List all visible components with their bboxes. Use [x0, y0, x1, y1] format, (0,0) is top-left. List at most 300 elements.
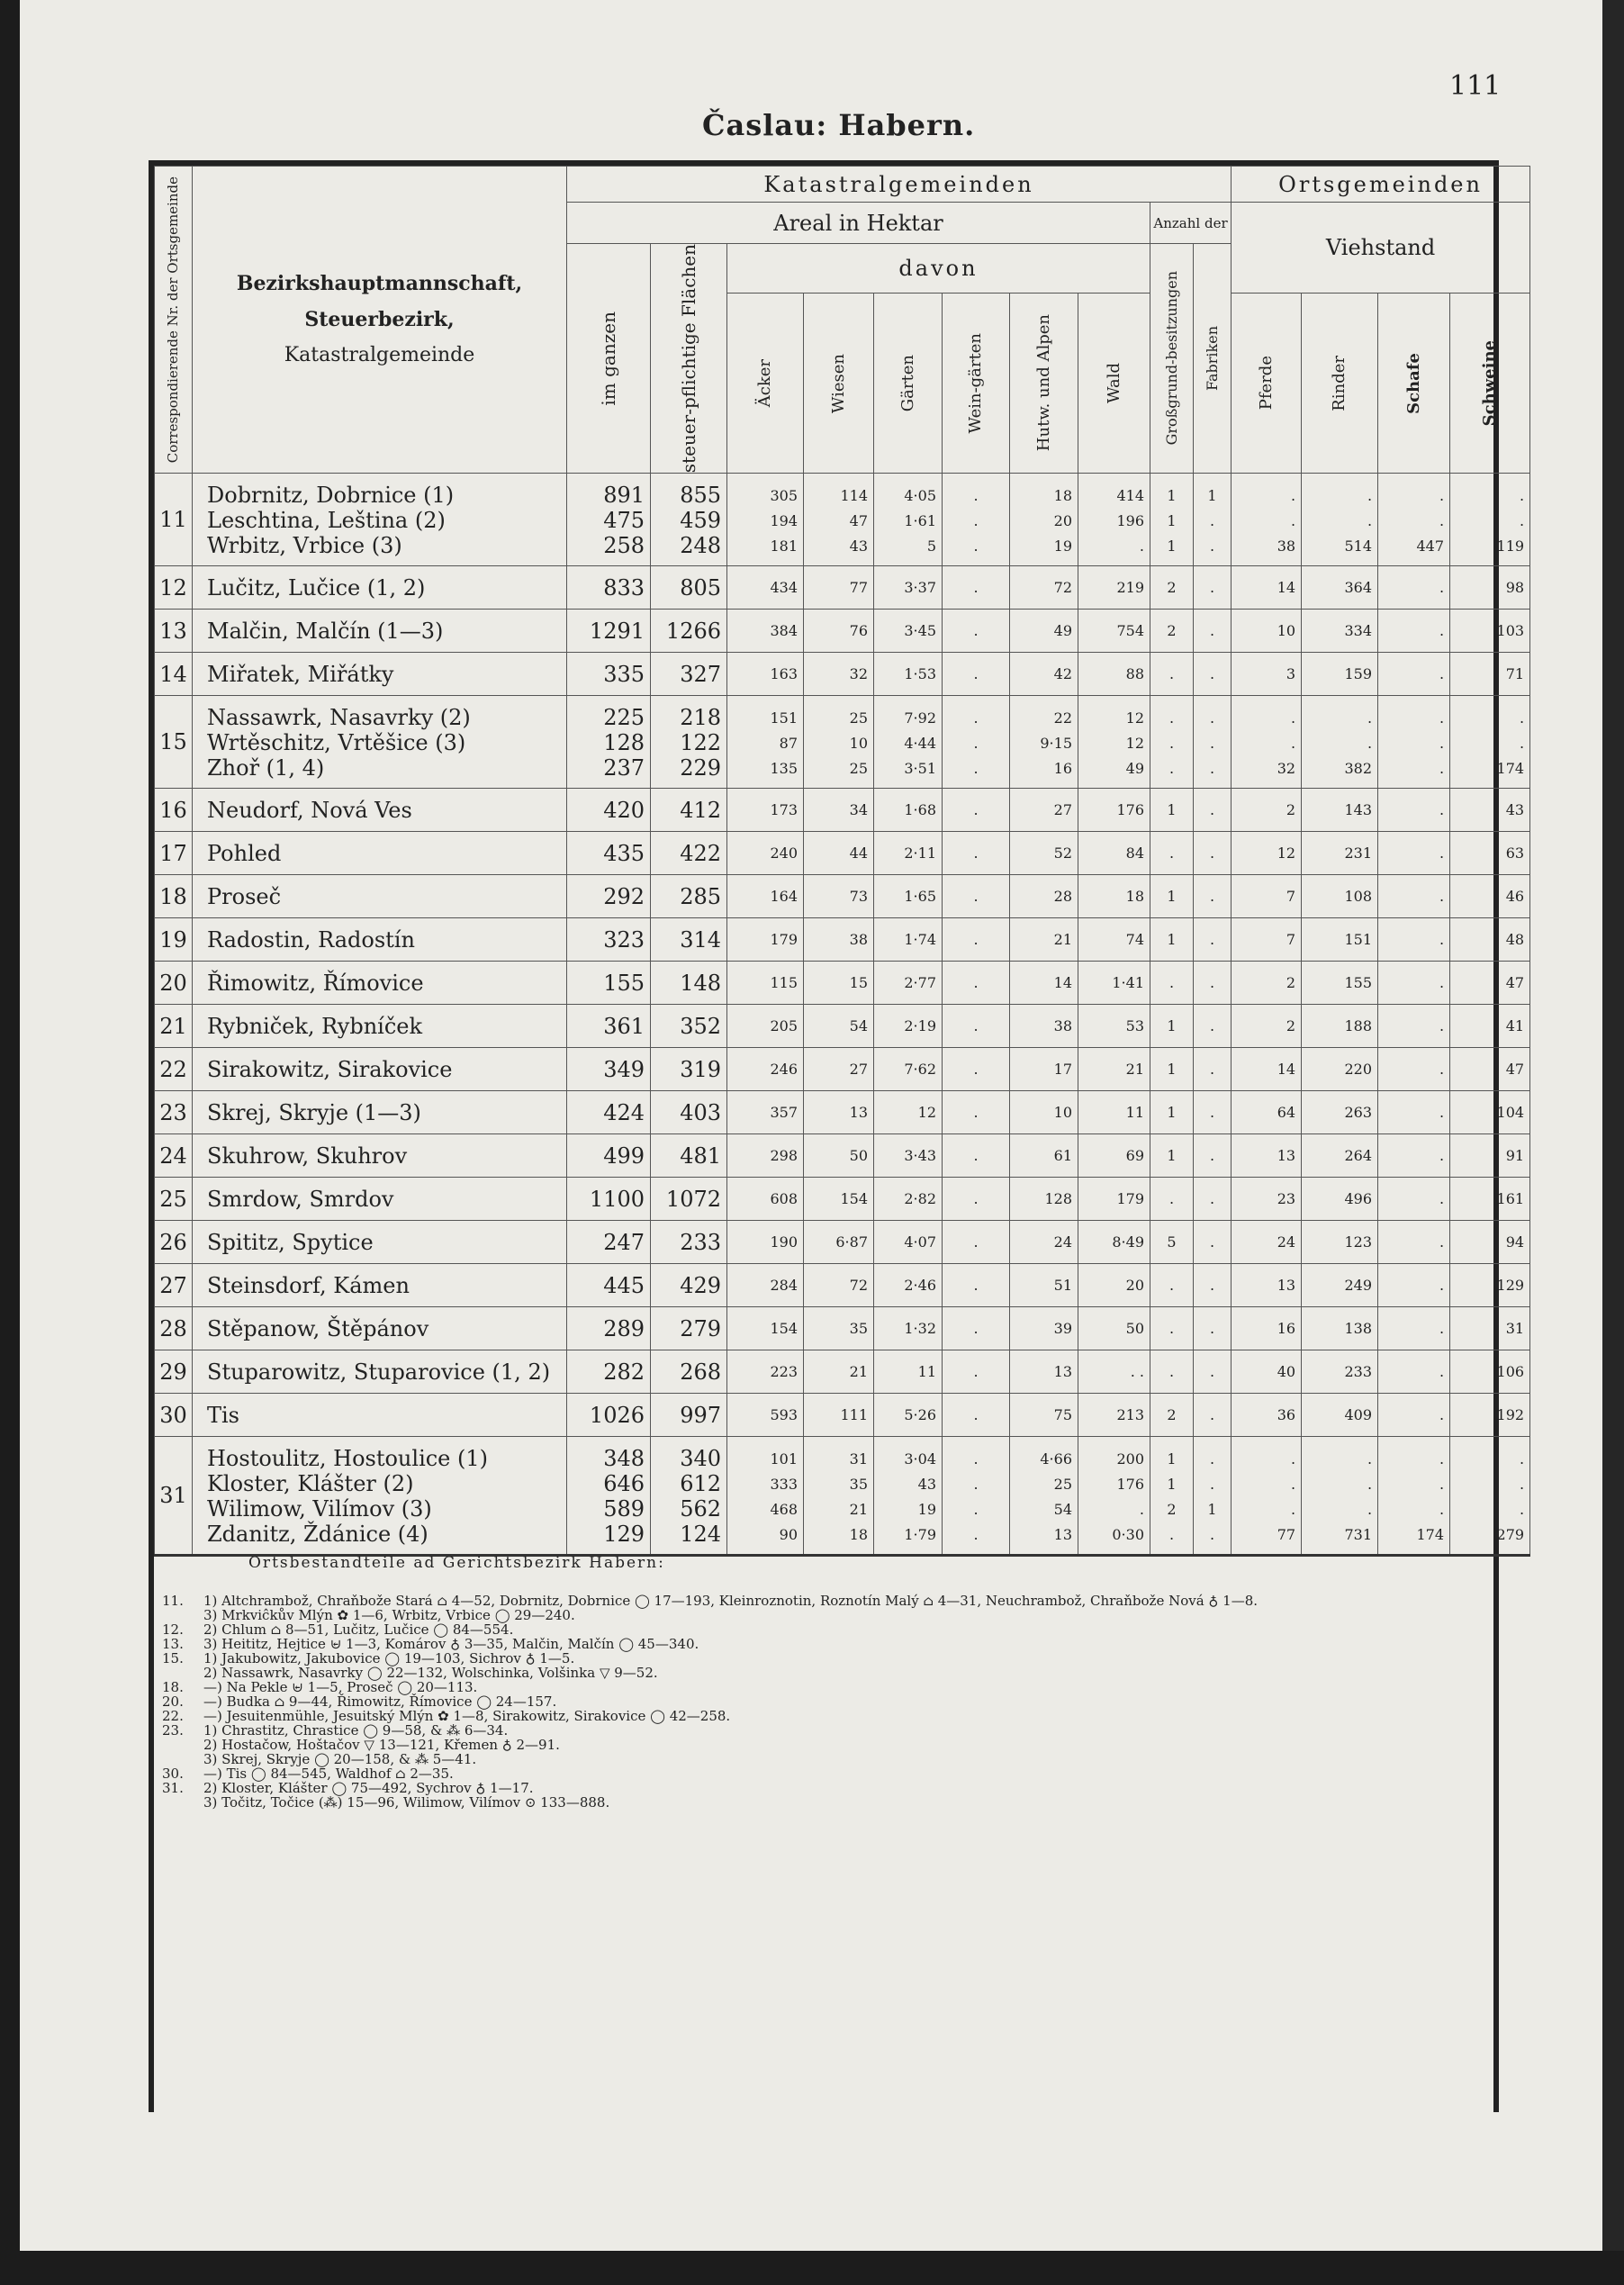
note-item — [162, 1752, 1494, 1766]
cell-value: . — [943, 1394, 1010, 1437]
cell-value: 1 — [1150, 1005, 1194, 1048]
cell-value: . — [1078, 533, 1150, 566]
row-number: 25 — [155, 1178, 193, 1221]
table-row — [155, 755, 1530, 789]
cell-value: 263 — [1302, 1091, 1378, 1134]
cell-value: 101 — [727, 1437, 804, 1472]
cell-value: 154 — [727, 1307, 804, 1350]
note-text: 2) Nassawrk, Nasavrky ◯ 22—132, Wolschinka, Volšinka ▽ 9—52. — [203, 1665, 658, 1681]
cell-value: 1072 — [651, 1178, 727, 1221]
row-number: 28 — [155, 1307, 193, 1350]
cell-value: 323 — [567, 918, 651, 962]
cell-value: . — [1378, 1437, 1450, 1472]
cell-value: 14 — [1010, 962, 1078, 1005]
cell-value: 3 — [1232, 653, 1302, 696]
cell-value: 161 — [1450, 1178, 1530, 1221]
cell-value: 38 — [804, 918, 874, 962]
cell-value: 154 — [804, 1178, 874, 1221]
cell-value: 36 — [1232, 1394, 1302, 1437]
note-key — [162, 1666, 203, 1680]
col-header-im-ganzen: im ganzen — [567, 244, 651, 474]
cell-value: 284 — [727, 1264, 804, 1307]
note-item — [162, 1723, 1494, 1738]
cell-value: . — [943, 1522, 1010, 1556]
cell-value: . — [1150, 962, 1194, 1005]
table-row — [155, 1221, 1530, 1264]
row-number: 30 — [155, 1394, 193, 1437]
cell-value: 31 — [1450, 1307, 1530, 1350]
row-number: 27 — [155, 1264, 193, 1307]
note-text: 3) Točitz, Točice (⁂) 15—96, Wilimow, Vilímov ⊙ 133—888. — [203, 1794, 610, 1811]
municipality-name: Wrtěschitz, Vrtěšice (3) — [193, 730, 567, 755]
table-row — [155, 1005, 1530, 1048]
note-text: 1) Chrastitz, Chrastice ◯ 9—58, & ⁂ 6—34. — [203, 1722, 509, 1739]
note-item — [162, 1608, 1494, 1622]
cell-value: 833 — [567, 566, 651, 610]
cell-value: 87 — [727, 730, 804, 755]
cell-value: 382 — [1302, 755, 1378, 789]
cell-value: 21 — [1078, 1048, 1150, 1091]
cell-value: . — [943, 789, 1010, 832]
cell-value: 176 — [1078, 1471, 1150, 1496]
table-body — [155, 474, 1530, 1556]
cell-value: . — [1194, 1394, 1232, 1437]
cell-value: 335 — [567, 653, 651, 696]
cell-value: 7·92 — [874, 696, 943, 731]
cell-value: . — [1450, 508, 1530, 533]
col-header-schweine: Schweine — [1450, 293, 1530, 473]
cell-value: . — [1302, 474, 1378, 509]
cell-value: 3·51 — [874, 755, 943, 789]
cell-value: . — [943, 610, 1010, 653]
cell-value: 514 — [1302, 533, 1378, 566]
municipality-name: Steinsdorf, Kámen — [193, 1264, 567, 1307]
header-ortsgemeinden: Ortsgemeinden — [1232, 167, 1530, 203]
cell-value: 891 — [567, 474, 651, 509]
cell-value: 219 — [1078, 566, 1150, 610]
cell-value: 119 — [1450, 533, 1530, 566]
cell-value: . — [943, 1264, 1010, 1307]
cell-value: 54 — [804, 1005, 874, 1048]
cell-value: . — [1378, 1264, 1450, 1307]
cell-value: . — [1232, 474, 1302, 509]
cell-value: 13 — [804, 1091, 874, 1134]
cell-value: 475 — [567, 508, 651, 533]
cell-value: . — [1150, 755, 1194, 789]
cell-value: 3·45 — [874, 610, 943, 653]
cell-value: . — [1232, 1471, 1302, 1496]
cell-value: 128 — [567, 730, 651, 755]
note-key: 31. — [162, 1780, 184, 1796]
cell-value: . — [943, 962, 1010, 1005]
cell-value: 64 — [1232, 1091, 1302, 1134]
table-row — [155, 789, 1530, 832]
cell-value: . — [1378, 508, 1450, 533]
municipality-name: Wrbitz, Vrbice (3) — [193, 533, 567, 566]
cell-value: 229 — [651, 755, 727, 789]
header-viehstand: Viehstand — [1232, 203, 1530, 294]
cell-value: . — [1378, 696, 1450, 731]
cell-value: 264 — [1302, 1134, 1378, 1178]
cell-value: 1266 — [651, 610, 727, 653]
cell-value: 25 — [804, 755, 874, 789]
table-row — [155, 875, 1530, 918]
cell-value: 124 — [651, 1522, 727, 1556]
table-row — [155, 730, 1530, 755]
cell-value: 12 — [874, 1091, 943, 1134]
cell-value: 61 — [1010, 1134, 1078, 1178]
cell-value: 2 — [1232, 1005, 1302, 1048]
municipality-name: Leschtina, Leština (2) — [193, 508, 567, 533]
row-number: 19 — [155, 918, 193, 962]
cell-value: 9·15 — [1010, 730, 1078, 755]
cell-value: . — [1378, 1496, 1450, 1522]
cell-value: . — [1150, 1264, 1194, 1307]
cell-value: 143 — [1302, 789, 1378, 832]
cell-value: 349 — [567, 1048, 651, 1091]
cell-value: . — [1150, 1350, 1194, 1394]
cell-value: 348 — [567, 1437, 651, 1472]
col-header-steuer: steuer-pflichtige Flächen — [651, 244, 727, 474]
cell-value: . — [1378, 789, 1450, 832]
notes-title: Ortsbestandteile ad Gerichtsbezirk Habern: — [248, 1554, 665, 1572]
cell-value: 11 — [874, 1350, 943, 1394]
cell-value: 200 — [1078, 1437, 1150, 1472]
cell-value: 47 — [804, 508, 874, 533]
table-row — [155, 1522, 1530, 1556]
note-key: 15. — [162, 1650, 184, 1666]
cell-value: 7 — [1232, 918, 1302, 962]
cell-value: 181 — [727, 533, 804, 566]
municipality-name: Smrdow, Smrdov — [193, 1178, 567, 1221]
cell-value: 612 — [651, 1471, 727, 1496]
col-header-grossgrund: Großgrund-besitzungen — [1150, 244, 1194, 474]
cell-value: 279 — [1450, 1522, 1530, 1556]
cell-value: 38 — [1232, 533, 1302, 566]
cell-value: 188 — [1302, 1005, 1378, 1048]
cell-value: . — [943, 1307, 1010, 1350]
note-text: 3) Heititz, Hejtice ⊌ 1—3, Komárov ♁ 3—35, Malčin, Malčín ◯ 45—340. — [203, 1636, 699, 1652]
cell-value: 333 — [727, 1471, 804, 1496]
cell-value: . — [1194, 1005, 1232, 1048]
cell-value: 589 — [567, 1496, 651, 1522]
row-number: 14 — [155, 653, 193, 696]
cell-value: . — [1378, 1471, 1450, 1496]
cell-value: 122 — [651, 730, 727, 755]
row-number: 13 — [155, 610, 193, 653]
cell-value: 194 — [727, 508, 804, 533]
cell-value: 40 — [1232, 1350, 1302, 1394]
note-text: —) Jesuitenmühle, Jesuitský Mlýn ✿ 1—8, Sirakowitz, Sirakovice ◯ 42—258. — [203, 1708, 731, 1724]
municipality-name: Skuhrow, Skuhrov — [193, 1134, 567, 1178]
cell-value: 12 — [1232, 832, 1302, 875]
cell-value: 2 — [1150, 566, 1194, 610]
cell-value: 111 — [804, 1394, 874, 1437]
note-item — [162, 1694, 1494, 1709]
cell-value: . — [943, 1091, 1010, 1134]
cell-value: 240 — [727, 832, 804, 875]
cell-value: 499 — [567, 1134, 651, 1178]
cell-value: 123 — [1302, 1221, 1378, 1264]
cell-value: . — [1378, 918, 1450, 962]
municipality-name: Zhoř (1, 4) — [193, 755, 567, 789]
municipality-name: Radostin, Radostín — [193, 918, 567, 962]
cell-value: 305 — [727, 474, 804, 509]
cell-value: . — [1302, 1471, 1378, 1496]
cell-value: 23 — [1232, 1178, 1302, 1221]
cell-value: . — [1378, 755, 1450, 789]
cell-value: . — [1450, 1496, 1530, 1522]
cell-value: 246 — [727, 1048, 804, 1091]
cell-value: 2 — [1232, 789, 1302, 832]
municipality-name: Tis — [193, 1394, 567, 1437]
table-row — [155, 962, 1530, 1005]
table-row — [155, 1437, 1530, 1472]
cell-value: 106 — [1450, 1350, 1530, 1394]
cell-value: . — [1378, 875, 1450, 918]
cell-value: . — [1378, 1134, 1450, 1178]
cell-value: . — [1194, 918, 1232, 962]
cell-value: 72 — [804, 1264, 874, 1307]
cell-value: 805 — [651, 566, 727, 610]
cell-value: 19 — [874, 1496, 943, 1522]
cell-value: 1 — [1150, 533, 1194, 566]
cell-value: 282 — [567, 1350, 651, 1394]
row-number: 20 — [155, 962, 193, 1005]
cell-value: 414 — [1078, 474, 1150, 509]
cell-value: 108 — [1302, 875, 1378, 918]
cell-value: . — [1194, 730, 1232, 755]
cell-value: . — [1302, 1496, 1378, 1522]
table-row — [155, 1394, 1530, 1437]
note-key — [162, 1752, 203, 1766]
cell-value: . — [1194, 1264, 1232, 1307]
cell-value: 179 — [727, 918, 804, 962]
cell-value: 6·87 — [804, 1221, 874, 1264]
cell-value: . — [943, 1005, 1010, 1048]
cell-value: 63 — [1450, 832, 1530, 875]
cell-value: . — [943, 730, 1010, 755]
cell-value: 25 — [804, 696, 874, 731]
cell-value: . — [943, 566, 1010, 610]
table-row — [155, 1178, 1530, 1221]
cell-value: 364 — [1302, 566, 1378, 610]
note-key: 30. — [162, 1766, 184, 1782]
table-row — [155, 832, 1530, 875]
note-key: 11. — [162, 1593, 184, 1609]
cell-value: 1 — [1150, 875, 1194, 918]
row-number: 11 — [155, 474, 193, 566]
cell-value: . — [1150, 696, 1194, 731]
cell-value: 2 — [1150, 1496, 1194, 1522]
cell-value: 32 — [1232, 755, 1302, 789]
cell-value: 104 — [1450, 1091, 1530, 1134]
cell-value: 593 — [727, 1394, 804, 1437]
table-row — [155, 1350, 1530, 1394]
cell-value: 20 — [1010, 508, 1078, 533]
cell-value: 192 — [1450, 1394, 1530, 1437]
cell-value: . — [1194, 789, 1232, 832]
cell-value: 218 — [651, 696, 727, 731]
municipality-name: Proseč — [193, 875, 567, 918]
cell-value: 7·62 — [874, 1048, 943, 1091]
cell-value: 114 — [804, 474, 874, 509]
cell-value: . — [1194, 1307, 1232, 1350]
cell-value: . — [943, 1134, 1010, 1178]
cell-value: . — [1378, 566, 1450, 610]
cell-value: 21 — [804, 1496, 874, 1522]
cell-value: 754 — [1078, 610, 1150, 653]
cell-value: 434 — [727, 566, 804, 610]
cell-value: 1026 — [567, 1394, 651, 1437]
cell-value: 4·44 — [874, 730, 943, 755]
note-key — [162, 1795, 203, 1810]
col-header-acker: Äcker — [727, 293, 804, 473]
cell-value: . — [1302, 696, 1378, 731]
cell-value: . — [1194, 1178, 1232, 1221]
municipality-name: Stěpanow, Štěpánov — [193, 1307, 567, 1350]
note-item — [162, 1709, 1494, 1723]
cell-value: . — [943, 653, 1010, 696]
cell-value: 18 — [1078, 875, 1150, 918]
scan-edge-left — [0, 0, 20, 2285]
cell-value: 11 — [1078, 1091, 1150, 1134]
cell-value: 47 — [1450, 962, 1530, 1005]
cell-value: 13 — [1232, 1134, 1302, 1178]
cell-value: . — [1194, 875, 1232, 918]
cell-value: . — [1150, 1522, 1194, 1556]
cell-value: . . — [1078, 1350, 1150, 1394]
cell-value: 76 — [804, 610, 874, 653]
cell-value: 47 — [1450, 1048, 1530, 1091]
cell-value: . — [1450, 696, 1530, 731]
cell-value: 13 — [1010, 1522, 1078, 1556]
table-row — [155, 1307, 1530, 1350]
cell-value: 94 — [1450, 1221, 1530, 1264]
cell-value: 10 — [1232, 610, 1302, 653]
table-row — [155, 1264, 1530, 1307]
header-anzahl: Anzahl der — [1150, 203, 1232, 244]
cell-value: 5 — [1150, 1221, 1194, 1264]
cell-value: . — [1194, 566, 1232, 610]
cell-value: 35 — [804, 1471, 874, 1496]
cell-value: 220 — [1302, 1048, 1378, 1091]
cell-value: . — [1378, 653, 1450, 696]
cell-value: 5·26 — [874, 1394, 943, 1437]
cell-value: . — [1302, 508, 1378, 533]
cell-value: 16 — [1010, 755, 1078, 789]
note-text: —) Budka ⌂ 9—44, Řimowitz, Římovice ◯ 24—157. — [203, 1693, 557, 1710]
col-header-pferde: Pferde — [1232, 293, 1302, 473]
cell-value: . — [1194, 533, 1232, 566]
cell-value: . — [943, 755, 1010, 789]
cell-value: 19 — [1010, 533, 1078, 566]
table-row — [155, 696, 1530, 731]
row-number: 17 — [155, 832, 193, 875]
notes-list — [162, 1594, 1494, 1810]
cell-value: 91 — [1450, 1134, 1530, 1178]
municipality-name: Malčin, Malčín (1—3) — [193, 610, 567, 653]
cell-value: 1 — [1150, 1437, 1194, 1472]
row-number: 18 — [155, 875, 193, 918]
cell-value: . — [943, 832, 1010, 875]
cell-value: 247 — [567, 1221, 651, 1264]
cell-value: 17 — [1010, 1048, 1078, 1091]
cell-value: . — [1378, 832, 1450, 875]
cell-value: 233 — [651, 1221, 727, 1264]
cell-value: . — [1450, 1437, 1530, 1472]
note-text: 2) Hostačow, Hoštačov ▽ 13—121, Křemen ♁ 2—91. — [203, 1737, 560, 1753]
cell-value: 233 — [1302, 1350, 1378, 1394]
cell-value: 1·74 — [874, 918, 943, 962]
cell-value: 2·19 — [874, 1005, 943, 1048]
cell-value: 205 — [727, 1005, 804, 1048]
col-header-hutweiden: Hutw. und Alpen — [1010, 293, 1078, 473]
cell-value: 103 — [1450, 610, 1530, 653]
cell-value: 1 — [1150, 789, 1194, 832]
municipality-name: Spititz, Spytice — [193, 1221, 567, 1264]
cell-value: 88 — [1078, 653, 1150, 696]
municipality-name: Wilimow, Vilímov (3) — [193, 1496, 567, 1522]
cell-value: 3·04 — [874, 1437, 943, 1472]
table-row — [155, 1496, 1530, 1522]
cell-value: 77 — [804, 566, 874, 610]
cell-value: 155 — [567, 962, 651, 1005]
cell-value: 1 — [1150, 1471, 1194, 1496]
cell-value: 13 — [1010, 1350, 1078, 1394]
cell-value: . — [1378, 610, 1450, 653]
cell-value: 148 — [651, 962, 727, 1005]
cell-value: 223 — [727, 1350, 804, 1394]
cell-value: 481 — [651, 1134, 727, 1178]
cell-value: 1·32 — [874, 1307, 943, 1350]
cell-value: 445 — [567, 1264, 651, 1307]
col-header-nr: Correspondierende Nr. der Ortsgemeinde — [155, 167, 193, 474]
col-header-wald: Wald — [1078, 293, 1150, 473]
col-header-garten: Gärten — [874, 293, 943, 473]
cell-value: 319 — [651, 1048, 727, 1091]
cell-value: 213 — [1078, 1394, 1150, 1437]
cell-value: 43 — [804, 533, 874, 566]
cell-value: 7 — [1232, 875, 1302, 918]
col-header-weingarten: Wein-gärten — [943, 293, 1010, 473]
cell-value: 997 — [651, 1394, 727, 1437]
cell-value: . — [943, 918, 1010, 962]
cell-value: 1 — [1194, 474, 1232, 509]
note-item — [162, 1666, 1494, 1680]
cell-value: 1·65 — [874, 875, 943, 918]
cell-value: . — [1378, 1005, 1450, 1048]
cell-value: 424 — [567, 1091, 651, 1134]
cell-value: 1100 — [567, 1178, 651, 1221]
cell-value: . — [943, 1437, 1010, 1472]
cell-value: . — [1194, 1048, 1232, 1091]
cell-value: . — [1450, 474, 1530, 509]
cell-value: . — [1378, 474, 1450, 509]
cell-value: 429 — [651, 1264, 727, 1307]
note-item — [162, 1781, 1494, 1795]
cell-value: 51 — [1010, 1264, 1078, 1307]
cell-value: 10 — [804, 730, 874, 755]
cell-value: 855 — [651, 474, 727, 509]
cell-value: 129 — [1450, 1264, 1530, 1307]
cell-value: . — [1232, 696, 1302, 731]
cell-value: 1 — [1150, 918, 1194, 962]
cell-value: 10 — [1010, 1091, 1078, 1134]
cell-value: 468 — [727, 1496, 804, 1522]
cell-value: 1·53 — [874, 653, 943, 696]
cell-value: 49 — [1010, 610, 1078, 653]
